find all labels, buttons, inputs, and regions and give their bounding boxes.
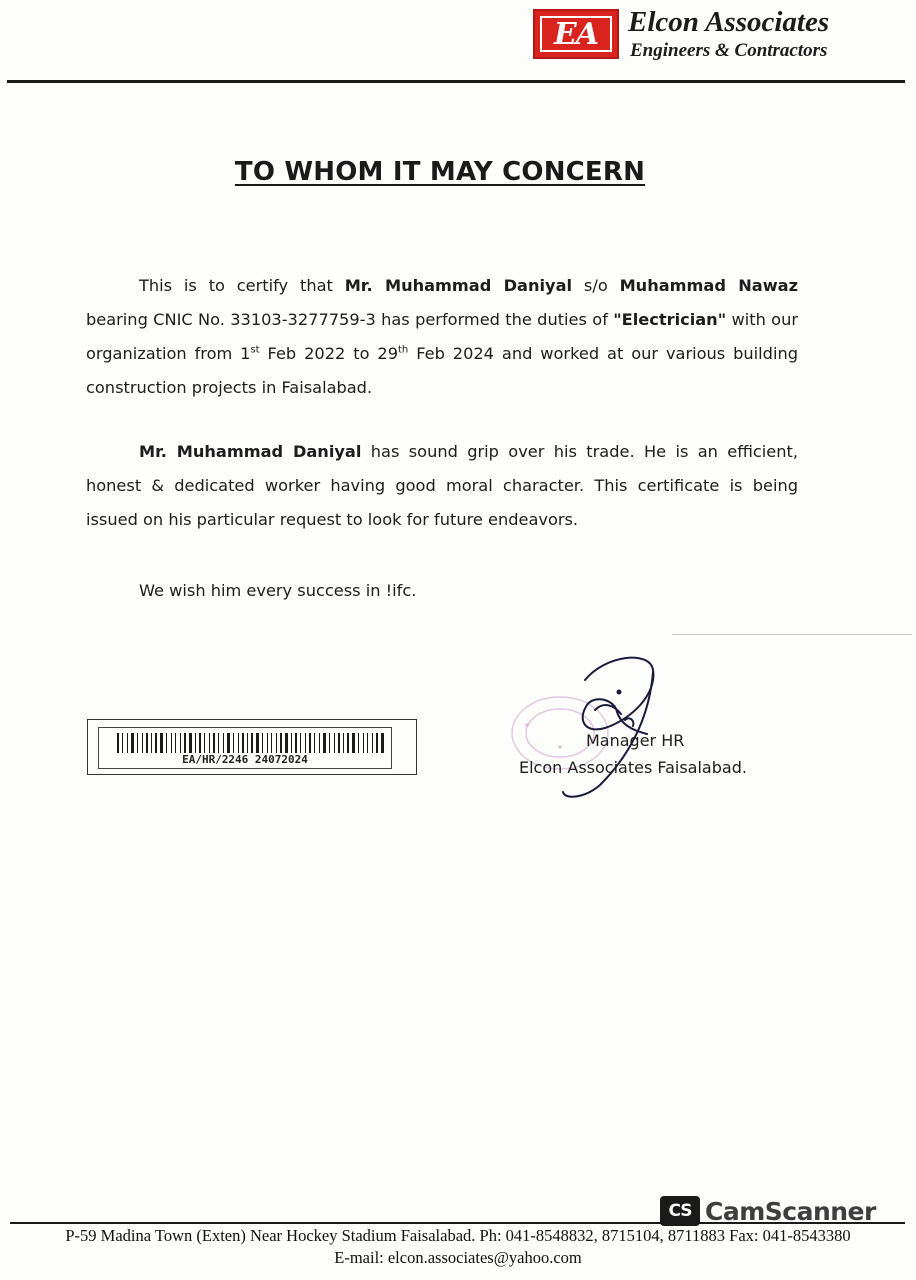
document-title: TO WHOM IT MAY CONCERN — [234, 157, 646, 187]
faint-divider — [672, 634, 912, 635]
employee-name-2: Mr. Muhammad Daniyal — [139, 442, 362, 461]
employee-name: Mr. Muhammad Daniyal — [344, 276, 573, 295]
header-divider — [7, 80, 905, 83]
footer-address: P-59 Madina Town (Exten) Near Hockey Stadium Faisalabad. Ph: 041-8548832, 8715104, 8711883 Fax: 041-8543380 — [65, 1226, 851, 1245]
reference-code: EA/HR/2246 24072024 — [182, 753, 308, 766]
character-paragraph — [86, 435, 798, 537]
footer-email: E-mail: elcon.associates@yahoo.com — [334, 1248, 582, 1267]
duration-text-mid: Feb 2022 to 29 — [259, 344, 399, 363]
company-logo-text: EA — [540, 16, 612, 52]
camscanner-logo-icon: CS — [660, 1196, 700, 1226]
certification-paragraph — [86, 269, 798, 405]
signature-icon — [555, 650, 675, 800]
company-name: Elcon Associates — [628, 6, 830, 38]
barcode-frame — [98, 727, 392, 769]
company-tagline: Engineers & Contractors — [630, 40, 828, 61]
wishes-paragraph: We wish him every success in !ifc. — [139, 581, 417, 600]
intro-text: This is to certify that — [139, 276, 345, 295]
signatory-title: Manager HR — [586, 731, 685, 750]
company-logo — [533, 9, 619, 59]
duration-text-start: with our organization from 1 — [86, 310, 798, 363]
barcode-icon — [117, 733, 387, 753]
end-date-suffix: th — [398, 344, 409, 356]
signatory-organization: Elcon Associates Faisalabad. — [519, 758, 747, 777]
father-name: Muhammad Nawaz — [619, 276, 799, 295]
reference-box — [87, 719, 417, 775]
character-text: has sound grip over his trade. He is an efficient, honest & dedicated worker having good moral character. This certificate is being issued on his particular request to look for future endeavors. — [86, 442, 798, 529]
cnic-text: bearing CNIC No. 33103-3277759-3 has performed the duties of — [86, 310, 614, 329]
start-date-suffix: st — [250, 344, 260, 356]
camscanner-watermark: CamScanner — [705, 1197, 876, 1226]
duration-text-end: Feb 2024 and worked at our various building construction projects in Faisalabad. — [86, 344, 798, 397]
relation-text: s/o — [572, 276, 620, 295]
designation: "Electrician" — [613, 310, 727, 329]
